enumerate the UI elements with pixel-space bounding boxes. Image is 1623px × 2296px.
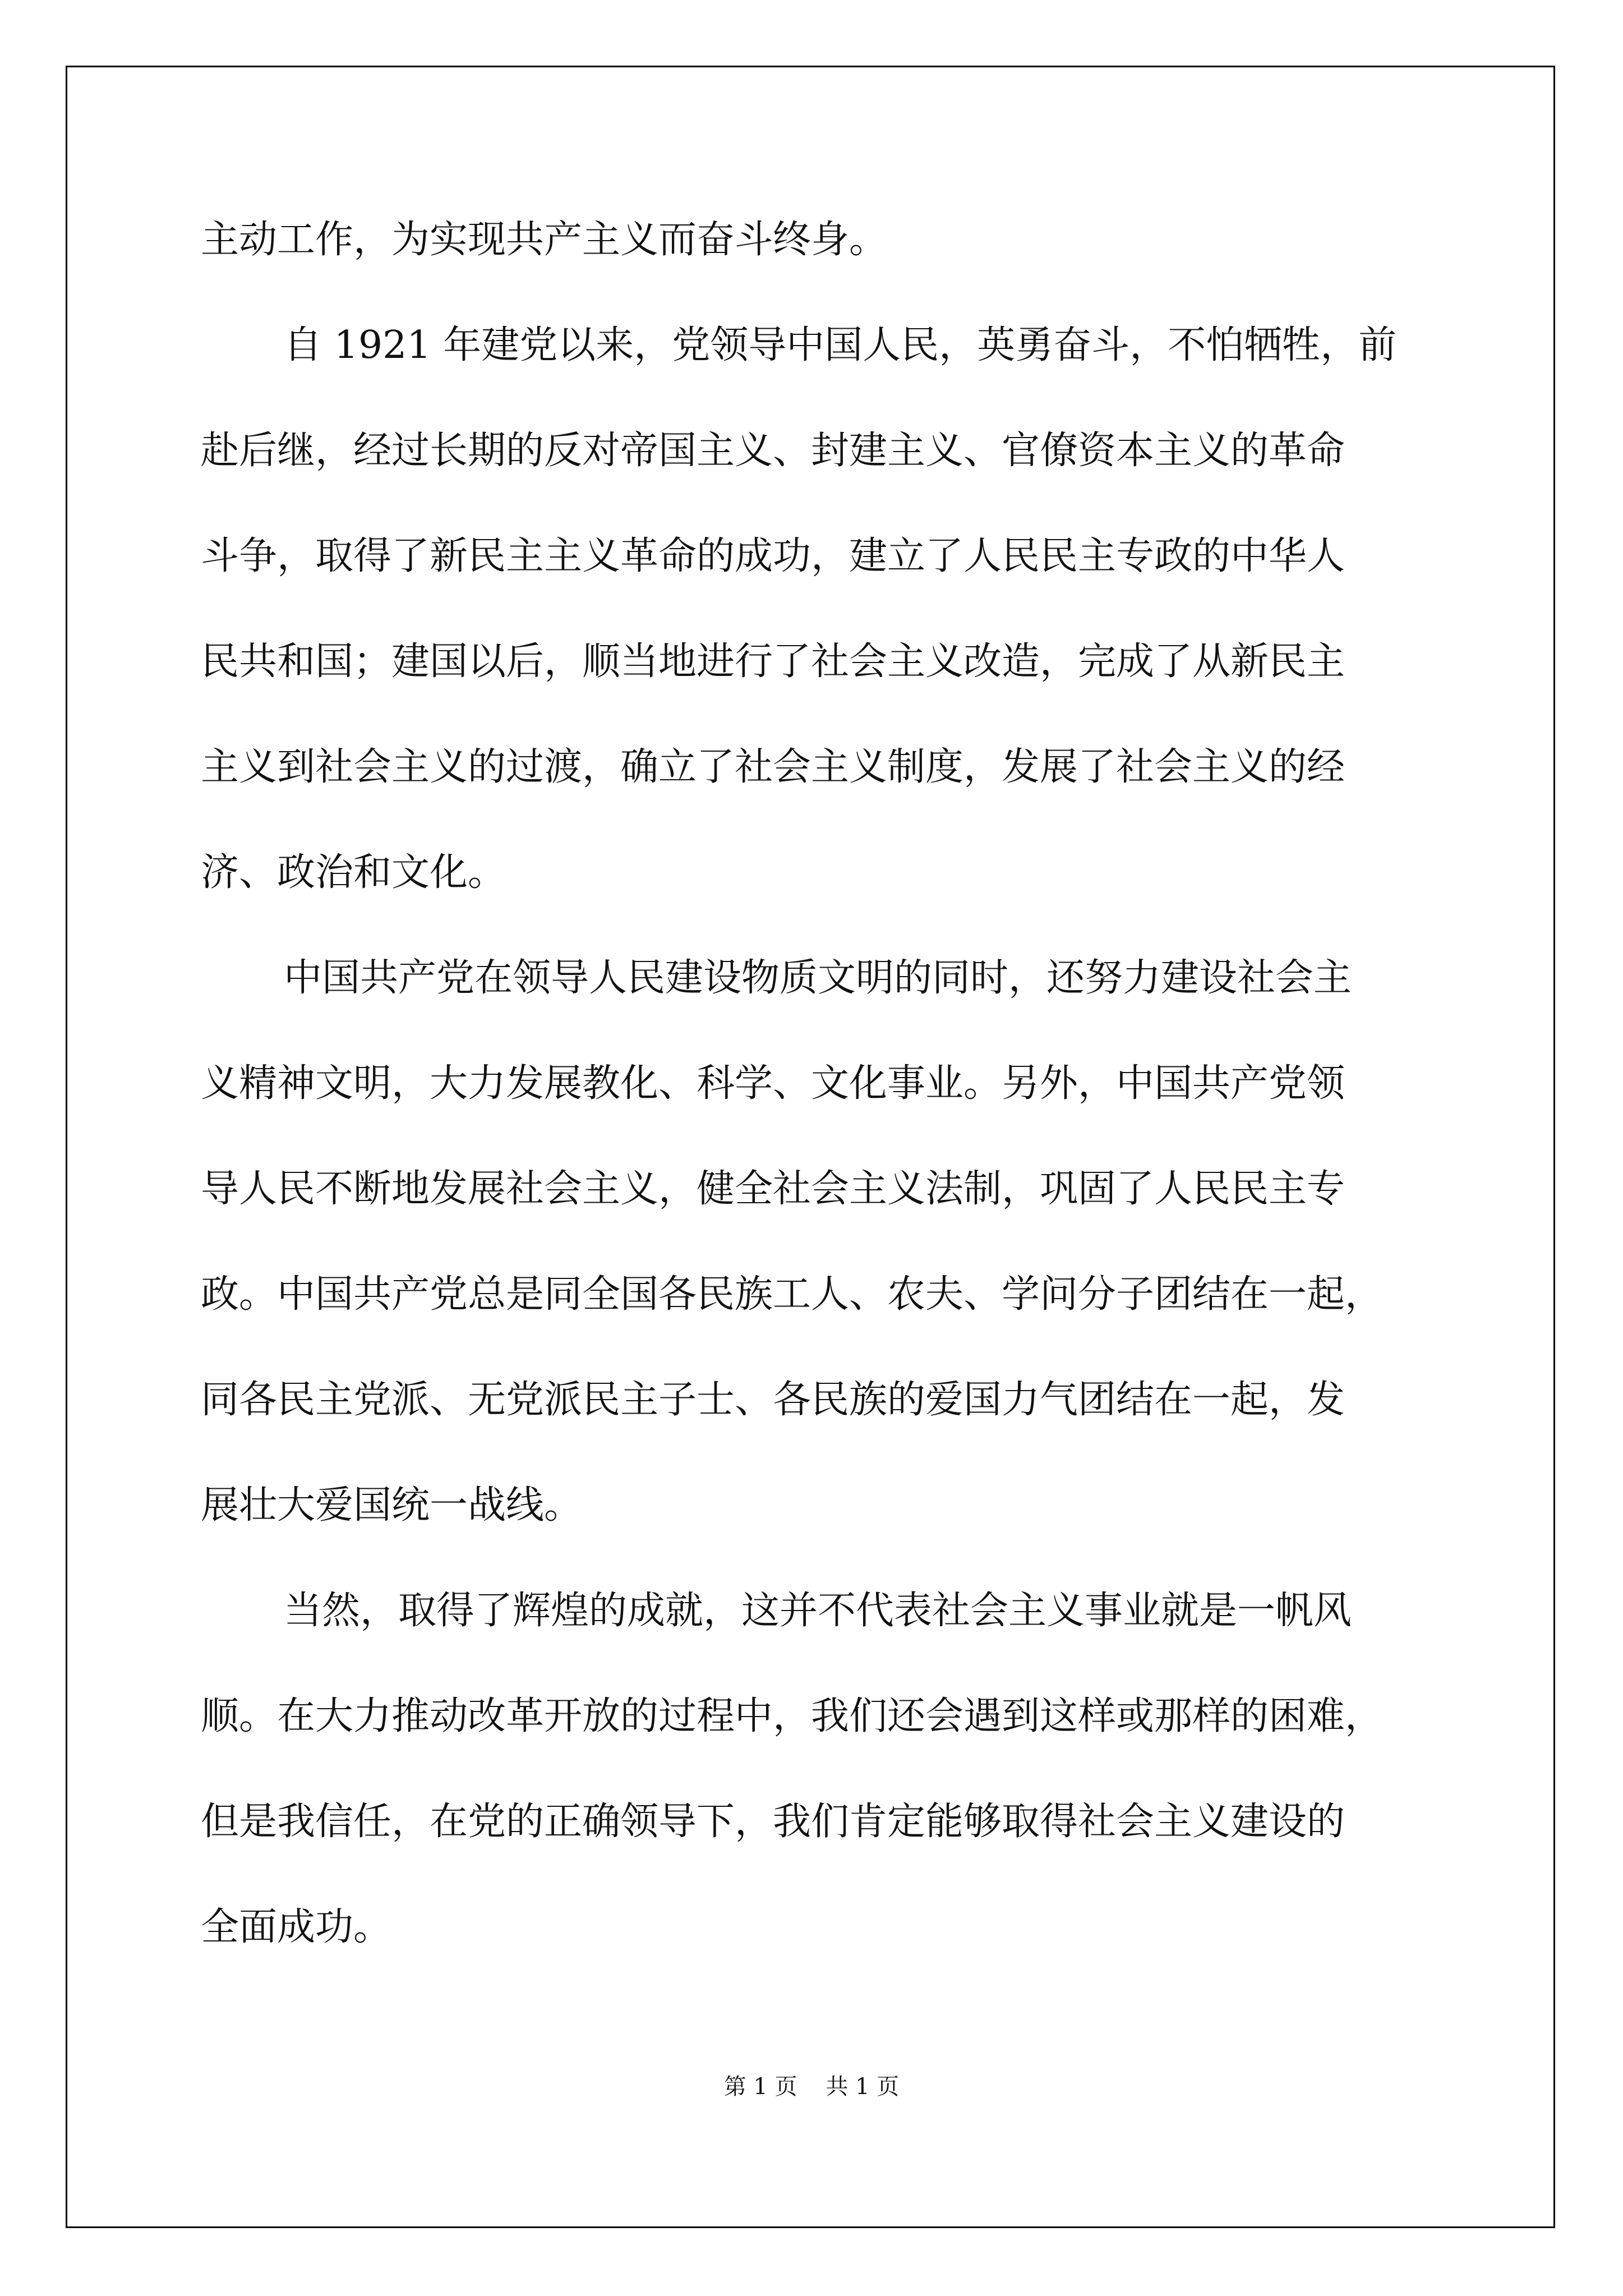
text-line: 政。中国共产党总是同全国各民族工人、农夫、学问分子团结在一起， bbox=[201, 1272, 1384, 1317]
text-line: 全面成功。 bbox=[201, 1905, 392, 1949]
text-line: 义精神文明，大力发展教化、科学、文化事业。另外，中国共产党领 bbox=[201, 1061, 1345, 1106]
text-line: 斗争，取得了新民主主义革命的成功，建立了人民民主专政的中华人 bbox=[201, 534, 1345, 578]
text-line: 展壮大爱国统一战线。 bbox=[201, 1483, 583, 1527]
text-line: 自 1921 年建党以来，党领导中国人民，英勇奋斗，不怕牺牲，前 bbox=[284, 323, 1397, 367]
text-line: 同各民主党派、无党派民主子士、各民族的爱国力气团结在一起，发 bbox=[201, 1378, 1345, 1422]
text-line: 当然，取得了辉煌的成就，这并不代表社会主义事业就是一帆风 bbox=[284, 1589, 1352, 1633]
text-line: 主动工作，为实现共产主义而奋斗终身。 bbox=[201, 218, 888, 262]
text-line: 中国共产党在领导人民建设物质文明的同时，还努力建设社会主 bbox=[284, 956, 1352, 1000]
text-line: 民共和国；建国以后，顺当地进行了社会主义改造，完成了从新民主 bbox=[201, 639, 1345, 684]
text-line: 顺。在大力推动改革开放的过程中，我们还会遇到这样或那样的困难， bbox=[201, 1694, 1384, 1738]
text-line: 主义到社会主义的过渡，确立了社会主义制度，发展了社会主义的经 bbox=[201, 745, 1345, 789]
text-line: 济、政治和文化。 bbox=[201, 850, 506, 895]
text-line: 赴后继，经过长期的反对帝国主义、封建主义、官僚资本主义的革命 bbox=[201, 429, 1345, 473]
page-number: 第 1 页 共 1 页 bbox=[723, 2074, 900, 2100]
text-line: 导人民不断地发展社会主义，健全社会主义法制，巩固了人民民主专 bbox=[201, 1167, 1345, 1211]
document-body bbox=[201, 213, 1435, 1954]
text-line: 但是我信任，在党的正确领导下，我们肯定能够取得社会主义建设的 bbox=[201, 1800, 1345, 1844]
